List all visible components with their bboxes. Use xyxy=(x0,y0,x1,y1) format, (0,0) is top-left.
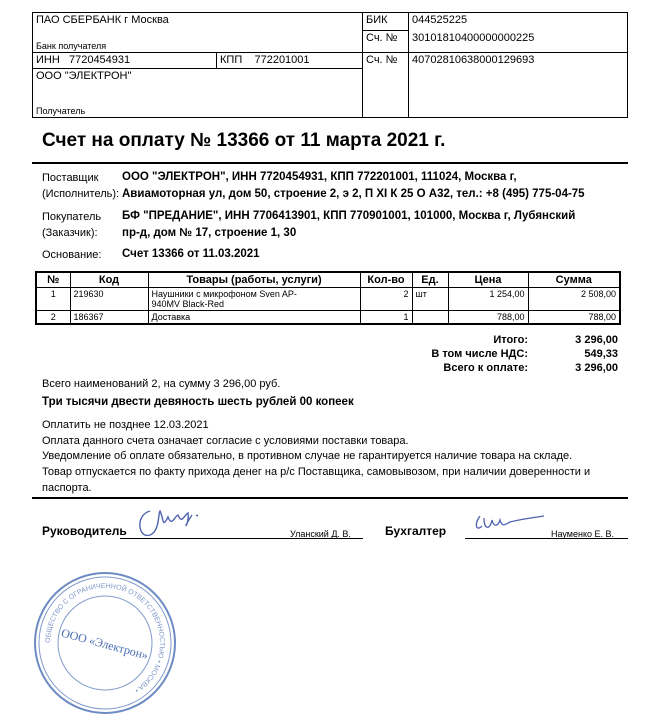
inn-label: ИНН xyxy=(36,54,60,66)
basis-value: Счет 13366 от 11.03.2021 xyxy=(122,248,260,260)
vat-label: В том числе НДС: xyxy=(431,348,528,360)
buyer-line-2: пр-д, дом № 17, строение 1, 30 xyxy=(122,227,297,239)
row-sum: 788,00 xyxy=(528,311,620,325)
supplier-label-1: Поставщик xyxy=(42,172,99,184)
account-value: 40702810638000129693 xyxy=(409,53,628,118)
items-table xyxy=(35,271,621,325)
supplier-details xyxy=(122,169,585,203)
due-label: Всего к оплате: xyxy=(443,362,528,374)
kpp-label: КПП xyxy=(220,54,243,66)
note: Уведомление об оплате обязательно, в противном случае не гарантируется наличие товара на складе. xyxy=(42,450,573,463)
buyer-line-1: БФ "ПРЕДАНИЕ", ИНН 7706413901, КПП 770901001, 101000, Москва г, Лубянский xyxy=(122,210,576,222)
row-sum: 2 508,00 xyxy=(528,288,620,311)
bank-cell xyxy=(33,13,363,53)
account-label: Сч. № xyxy=(363,53,409,118)
company-stamp xyxy=(30,568,180,718)
row-unit: шт xyxy=(412,288,448,311)
row-name: Доставка xyxy=(148,311,360,325)
payment-notes xyxy=(42,418,590,497)
accountant-label: Бухгалтер xyxy=(385,524,447,538)
kpp-value: 772201001 xyxy=(254,54,310,66)
supplier-line-1: ООО "ЭЛЕКТРОН", ИНН 7720454931, КПП 772201001, 111024, Москва г, xyxy=(122,171,517,183)
buyer-details xyxy=(122,208,575,242)
totals xyxy=(431,334,618,376)
accountant-signature xyxy=(470,510,550,536)
buyer-label xyxy=(42,209,101,241)
bik-value: 044525225 xyxy=(409,13,628,31)
note: Оплата данного счета означает согласие с условиями поставки товара. xyxy=(42,434,409,447)
row-qty: 2 xyxy=(360,288,412,311)
inn-value: 7720454931 xyxy=(68,54,131,66)
table-row xyxy=(36,311,620,325)
row-number: 2 xyxy=(36,311,70,325)
vat-value: 549,33 xyxy=(584,348,618,360)
recipient-name: ООО "ЭЛЕКТРОН" xyxy=(36,70,132,82)
supplier-label-2: (Исполнитель): xyxy=(42,188,120,200)
row-price: 1 254,00 xyxy=(448,288,528,311)
header-price: Цена xyxy=(448,272,528,288)
row-qty: 1 xyxy=(360,311,412,325)
amount-in-words: Три тысячи двести девяность шесть рублей 00 копеек xyxy=(42,396,354,408)
kpp-cell xyxy=(217,53,363,69)
header-unit: Ед. xyxy=(412,272,448,288)
inn-cell xyxy=(33,53,217,69)
header-code: Код xyxy=(70,272,148,288)
invoice-title: Счет на оплату № 13366 от 11 марта 2021 г. xyxy=(42,130,446,151)
total-value: 3 296,00 xyxy=(575,334,618,346)
bank-details-table xyxy=(32,12,628,118)
table-row xyxy=(36,288,620,311)
row-unit xyxy=(412,311,448,325)
basis-label: Основание: xyxy=(42,249,102,261)
note: паспорта. xyxy=(42,481,92,494)
row-code: 219630 xyxy=(70,288,148,311)
director-name: Уланский Д. В. xyxy=(290,529,351,539)
bank-name: ПАО СБЕРБАНК г Москва xyxy=(36,14,169,26)
stamp-text: ООО «Электрон» xyxy=(59,625,150,663)
row-name: Наушники с микрофоном Sven AP-940MV Black-Red xyxy=(148,288,360,311)
divider xyxy=(32,162,628,164)
due-value: 3 296,00 xyxy=(575,362,618,374)
bik-label: БИК xyxy=(363,13,409,31)
note: Оплатить не позднее 12.03.2021 xyxy=(42,419,209,431)
note: Товар отпускается по факту прихода денег на р/с Поставщика, самовывозом, при наличии доверенности и xyxy=(42,466,591,479)
corr-account-value: 30101810400000000225 xyxy=(409,31,628,53)
items-count-summary: Всего наименований 2, на сумму 3 296,00 руб. xyxy=(42,378,281,390)
bank-label: Банк получателя xyxy=(36,41,107,51)
supplier-line-2: Авиамоторная ул, дом 50, строение 2, э 2, П XI К 25 О А32, тел.: +8 (495) 775-04-75 xyxy=(122,188,585,200)
header-sum: Сумма xyxy=(528,272,620,288)
buyer-label-1: Покупатель xyxy=(42,211,102,223)
accountant-name: Науменко Е. В. xyxy=(551,529,615,539)
row-code: 186367 xyxy=(70,311,148,325)
stamp-ring-text: ОБЩЕСТВО С ОГРАНИЧЕННОЙ ОТВЕТСТВЕННОСТЬЮ • МОСКВА • xyxy=(44,582,166,694)
corr-account-label: Сч. № xyxy=(363,31,409,53)
row-number: 1 xyxy=(36,288,70,311)
buyer-label-2: (Заказчик): xyxy=(42,227,98,239)
director-label: Руководитель xyxy=(42,524,127,538)
recipient-label: Получатель xyxy=(36,106,86,116)
row-price: 788,00 xyxy=(448,311,528,325)
header-qty: Кол-во xyxy=(360,272,412,288)
director-signature xyxy=(130,505,220,541)
divider xyxy=(32,497,628,499)
header-goods: Товары (работы, услуги) xyxy=(148,272,360,288)
recipient-cell xyxy=(33,69,363,118)
header-number: № xyxy=(36,272,70,288)
items-header-row xyxy=(36,272,620,288)
supplier-label xyxy=(42,170,122,202)
total-label: Итого: xyxy=(493,334,528,346)
